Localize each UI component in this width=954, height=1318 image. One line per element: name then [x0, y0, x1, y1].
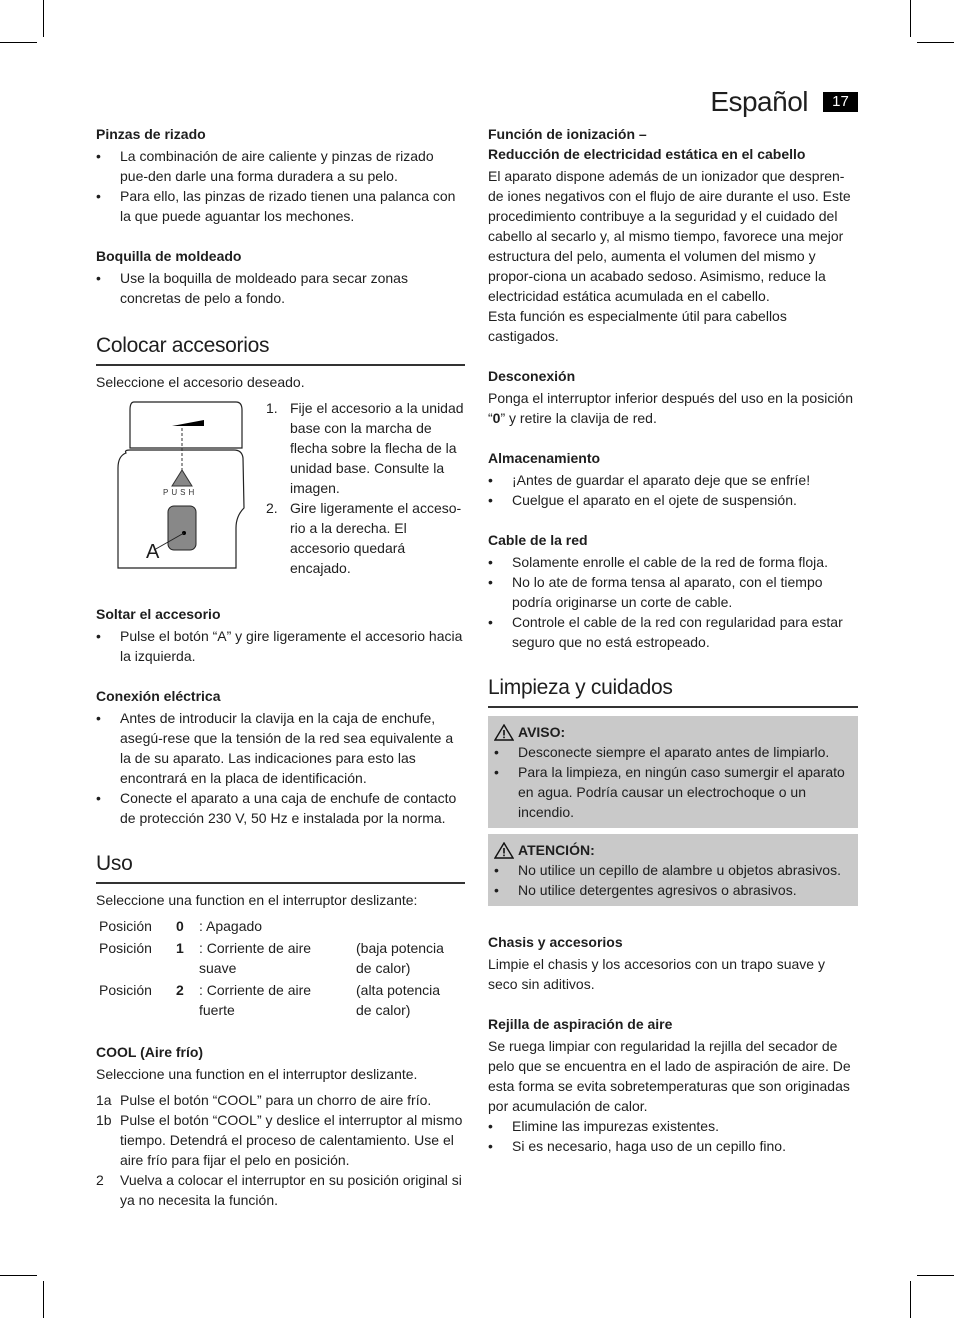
list-item: • Antes de introducir la clavija en la caja de enchufe, asegú-rese que la tensión de la red sea equivalente a la de su aparato. Las indicaciones para esto las encontrará en la placa de identificación. [96, 708, 465, 788]
bullet-list-cable [488, 552, 858, 652]
right-column [488, 124, 858, 1156]
list-item: • Desconecte siempre el aparato antes de limpiarlo. [494, 742, 850, 762]
desconexion-text: Ponga el interruptor inferior después del uso en la posición “ [488, 390, 854, 426]
colocar-steps [266, 398, 465, 578]
list-item: • Conecte el aparato a una caja de enchufe de contacto de protección 230 V, 50 Hz e instalada por la norma. [96, 788, 465, 828]
heading-limpieza: Limpieza y cuidados [488, 674, 858, 708]
intro-colocar: Seleccione el accesorio deseado. [96, 374, 305, 390]
step-text: Pulse el botón “COOL” y deslice el interruptor al mismo tiempo. Detendrá el proceso de calentamiento. Use el aire frío para fijar el pelo en posición. [120, 1112, 463, 1168]
warning-header [494, 722, 850, 742]
bullet-list-rejilla [488, 1116, 858, 1156]
section-title-rejilla: Rejilla de aspiración de aire [488, 1016, 673, 1032]
step-text: Pulse el botón “COOL” para un chorro de aire frío. [120, 1092, 432, 1108]
colocar-figure-row [96, 398, 465, 578]
table-cell [353, 916, 460, 938]
button-a-label: A [146, 541, 160, 563]
desconexion-text-end: ” y retire la clavija de red. [500, 410, 657, 426]
section-title-pinzas: Pinzas de rizado [96, 126, 206, 142]
section-title-conexion: Conexión eléctrica [96, 688, 221, 704]
crop-mark [910, 1281, 911, 1318]
cool-steps [96, 1090, 465, 1210]
step-text: Gire ligeramente el acceso-rio a la derecha. El accesorio quedará encajado. [290, 500, 462, 576]
step-number: 2 [96, 1172, 104, 1188]
warning-triangle-icon [494, 724, 514, 741]
table-cell: : Corriente de aire suave [199, 940, 312, 976]
list-item: • Use la boquilla de moldeado para secar zonas concretas de pelo a fondo. [96, 268, 465, 308]
table-cell: Posición [99, 982, 152, 998]
list-item [96, 1090, 465, 1110]
list-item: • ¡Antes de guardar el aparato deje que se enfríe! [488, 470, 858, 490]
step-text: Fije el accesorio a la unidad base con la marcha de flecha sobre la flecha de la unidad base. Consulte la imagen. [290, 400, 464, 496]
section-title-chasis: Chasis y accesorios [488, 934, 623, 950]
crop-mark [0, 1275, 37, 1276]
table-row [96, 980, 460, 1022]
warning-box-atencion [488, 834, 858, 906]
table-row [96, 938, 460, 980]
intro-uso: Seleccione una function en el interruptor deslizante: [96, 892, 418, 908]
ionizacion-body-2: Esta función es especialmente útil para cabellos castigados. [488, 308, 787, 344]
bullet-list-aviso [494, 742, 850, 822]
warning-header [494, 840, 850, 860]
list-item: • Pulse el botón “A” y gire ligeramente el accesorio hacia la izquierda. [96, 626, 465, 666]
section-subtitle-ionizacion: Reducción de electricidad estática en el cabello [488, 146, 806, 162]
section-title-cool: COOL (Aire frío) [96, 1044, 204, 1060]
position-zero: 0 [492, 410, 501, 426]
table-cell: 0 [176, 918, 184, 934]
rejilla-body: Se ruega limpiar con regularidad la rejilla del secador de pelo que se encuentra en el lado de aspiración de aire. De esta forma se evita sobretemperaturas que son originadas por acumulación de calor. [488, 1038, 851, 1114]
step-number: 2. [266, 500, 278, 516]
step-list [266, 398, 465, 578]
warning-title: AVISO: [518, 724, 566, 740]
table-cell: : Corriente de aire fuerte [199, 982, 312, 1018]
list-item: • No lo ate de forma tensa al aparato, con el tiempo podría originarse un corte de cable. [488, 572, 858, 612]
table-cell: 1 [176, 940, 184, 956]
crop-mark [43, 0, 44, 37]
crop-mark [0, 42, 37, 43]
step-number: 1. [266, 400, 278, 416]
bullet-list-conexion [96, 708, 465, 828]
push-label: PUSH [163, 488, 198, 497]
bullet-list-almacenamiento [488, 470, 858, 510]
crop-mark [910, 0, 911, 37]
warning-title: ATENCIÓN: [518, 842, 595, 858]
attachment-diagram [96, 398, 266, 570]
attachment-figure [96, 398, 266, 570]
crop-mark [917, 1275, 954, 1276]
warning-box-aviso [488, 716, 858, 828]
desconexion-body [488, 388, 858, 428]
heading-uso: Uso [96, 850, 465, 884]
crop-mark [43, 1281, 44, 1318]
page-language-title: Español [710, 86, 808, 117]
bullet-list-atencion [494, 860, 850, 900]
list-item: • Solamente enrolle el cable de la red de forma floja. [488, 552, 858, 572]
page-number-badge: 17 [823, 92, 858, 112]
section-title-cable: Cable de la red [488, 532, 588, 548]
list-item [96, 1170, 465, 1210]
table-row [96, 916, 460, 938]
step-text: Vuelva a colocar el interruptor en su posición original si ya no necesita la función. [120, 1172, 462, 1208]
list-item: • No utilice un cepillo de alambre u objetos abrasivos. [494, 860, 850, 880]
section-title-soltar: Soltar el accesorio [96, 606, 221, 622]
list-item: • Cuelgue el aparato en el ojete de suspensión. [488, 490, 858, 510]
table-cell: : Apagado [199, 918, 263, 934]
section-title-boquilla: Boquilla de moldeado [96, 248, 242, 264]
position-table [96, 916, 460, 1022]
section-title-ionizacion: Función de ionización – [488, 126, 647, 142]
bullet-list-boquilla [96, 268, 465, 308]
list-item [266, 498, 465, 578]
section-title-desconexion: Desconexión [488, 368, 576, 384]
bullet-list-soltar [96, 626, 465, 666]
step-number: 1a [96, 1092, 112, 1108]
table-cell: (alta potencia de calor) [356, 982, 441, 1018]
list-item: • Para ello, las pinzas de rizado tienen una palanca con la que puede aguantar los mechones. [96, 186, 465, 226]
bullet-list-pinzas [96, 146, 465, 226]
table-cell: 2 [176, 982, 184, 998]
intro-cool: Seleccione una function en el interruptor deslizante. [96, 1066, 418, 1082]
warning-triangle-icon [494, 842, 514, 859]
list-item [266, 398, 465, 498]
list-item: • No utilice detergentes agresivos o abrasivos. [494, 880, 850, 900]
list-item: • Para la limpieza, en ningún caso sumergir el aparato en agua. Podría causar un electrochoque o un incendio. [494, 762, 850, 822]
table-cell: Posición [99, 940, 152, 956]
ionizacion-body: El aparato dispone además de un ionizador que despren-de iones negativos con el flujo de aire durante el uso. Este procedimiento contribuye a la seguridad y el cuidado del cabello al secarlo y, al mismo tiempo, favorece una mejor estructura del pelo, aumenta el volumen del mismo y propor-ciona un acabado sedoso. Asimismo, reduce la electricidad estática acumulada en el cabello. [488, 168, 851, 304]
chasis-body: Limpie el chasis y los accesorios con un trapo suave y seco sin aditivos. [488, 956, 825, 992]
list-item: • Elimine las impurezas existentes. [488, 1116, 858, 1136]
section-title-almacenamiento: Almacenamiento [488, 450, 601, 466]
crop-mark [917, 42, 954, 43]
list-item: • Controle el cable de la red con regularidad para estar seguro que no está estropeado. [488, 612, 858, 652]
left-column [96, 124, 465, 1210]
list-item: • Si es necesario, haga uso de un cepillo fino. [488, 1136, 858, 1156]
list-item [96, 1110, 465, 1170]
table-cell: (baja potencia de calor) [356, 940, 444, 976]
list-item: • La combinación de aire caliente y pinzas de rizado pue-den darle una forma duradera a su pelo. [96, 146, 465, 186]
table-cell: Posición [99, 918, 152, 934]
heading-colocar-accesorios: Colocar accesorios [96, 332, 465, 366]
step-number: 1b [96, 1112, 112, 1128]
